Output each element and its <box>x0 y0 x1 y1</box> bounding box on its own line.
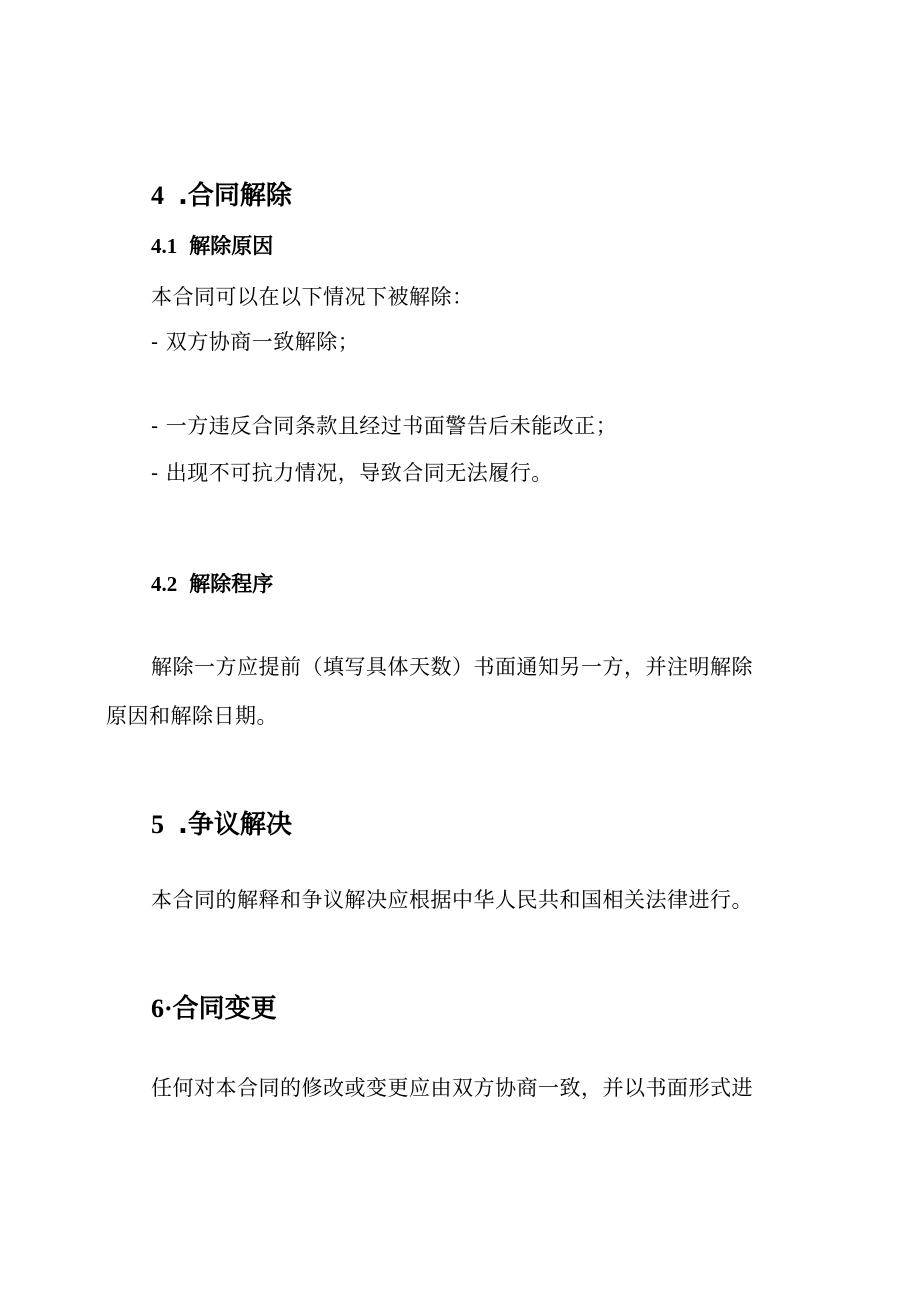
subsection-4-2-heading <box>151 571 273 597</box>
subsection-4-1-intro: 本合同可以在以下情况下被解除： <box>151 285 474 309</box>
subsection-4-1-title: 解除原因 <box>189 234 274 258</box>
section-5-paragraph: 本合同的解释和争议解决应根据中华人民共和国相关法律进行。 <box>151 888 753 912</box>
section-5-number: 5 <box>151 810 164 839</box>
section-4-title: .合同解除 <box>178 181 292 211</box>
subsection-4-1-number: 4.1 <box>151 234 178 258</box>
subsection-4-2-title: 解除程序 <box>189 572 274 596</box>
list-item: - 一方违反合同条款且经过书面警告后未能改正； <box>151 414 618 438</box>
list-item: - 出现不可抗力情况，导致合同无法履行。 <box>151 461 553 485</box>
section-6-heading <box>151 994 277 1024</box>
section-4-number: 4 <box>151 181 164 210</box>
section-5-title: .争议解决 <box>178 810 292 840</box>
section-6-number: 6· <box>151 994 173 1023</box>
section-4-heading <box>151 181 292 211</box>
subsection-4-2-paragraph-line1: 解除一方应提前（填写具体天数）书面通知另一方，并注明解除 <box>151 655 753 679</box>
section-6-paragraph: 任何对本合同的修改或变更应由双方协商一致，并以书面形式进 <box>151 1076 753 1100</box>
subsection-4-2-number: 4.2 <box>151 572 178 596</box>
list-item: - 双方协商一致解除； <box>151 330 360 354</box>
section-6-title: 合同变更 <box>172 994 277 1024</box>
subsection-4-1-heading <box>151 233 273 259</box>
subsection-4-2-paragraph-line2: 原因和解除日期。 <box>106 704 278 728</box>
section-5-heading <box>151 810 292 840</box>
